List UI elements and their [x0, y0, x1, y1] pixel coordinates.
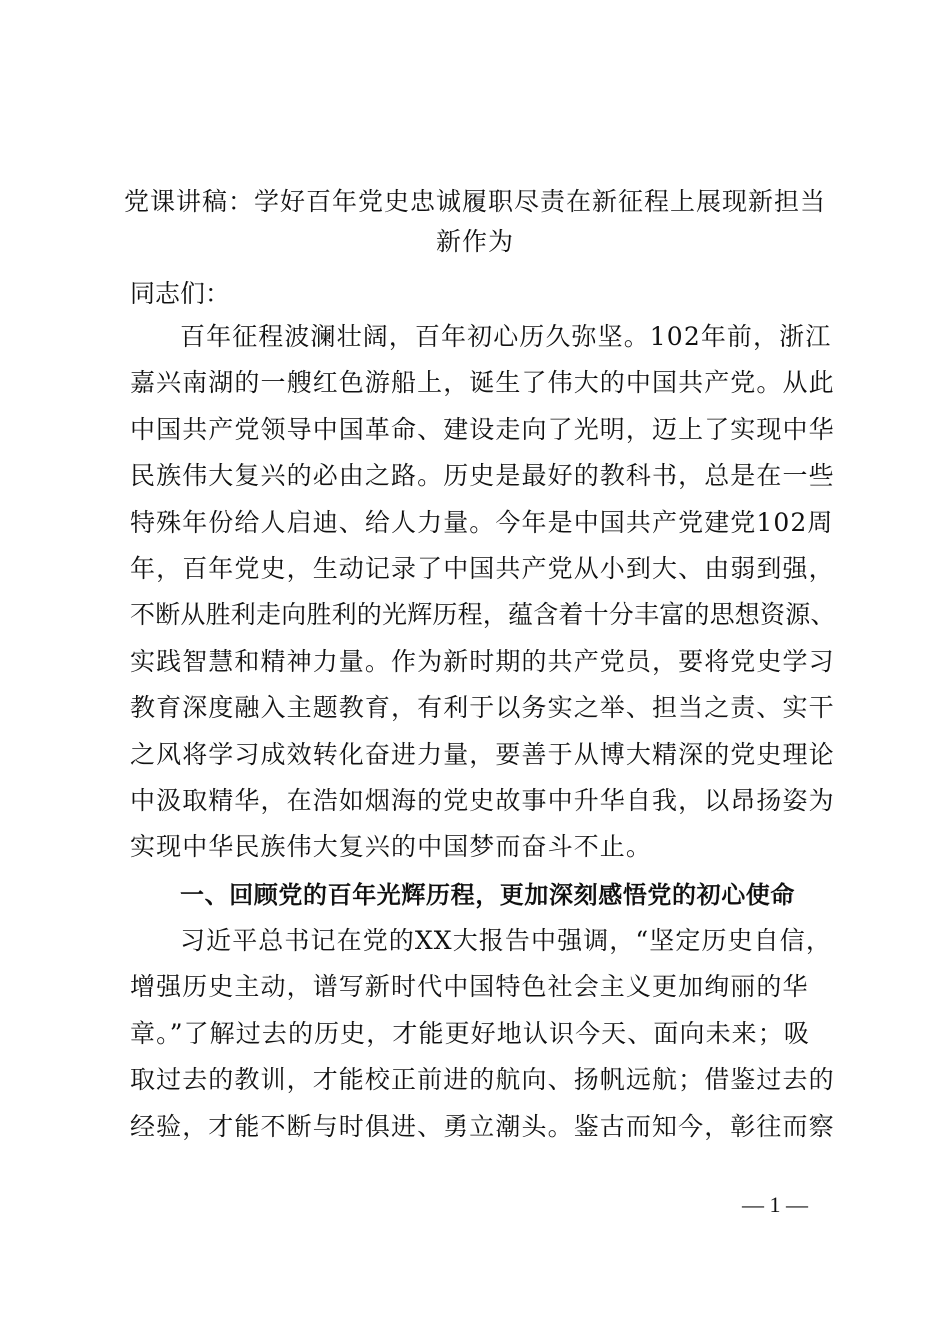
paragraph-intro	[130, 314, 840, 871]
salutation: 同志们：	[130, 279, 231, 308]
page-number: — 1 —	[742, 1192, 808, 1217]
paragraph-line: 实现中华民族伟大复兴的中国梦而奋斗不止。	[130, 832, 653, 862]
paragraph-line: 嘉兴南湖的一艘红色游船上，诞生了伟大的中国共产党。从此	[130, 368, 835, 398]
paragraph-line: 特殊年份给人启迪、给人力量。今年是中国共产党建党102周	[130, 507, 834, 537]
paragraph-line: 民族伟大复兴的必由之路。历史是最好的教科书，总是在一些	[130, 461, 835, 491]
title-line-2: 新作为	[435, 227, 514, 256]
document-title	[110, 182, 840, 262]
paragraph-line: 中国共产党领导中国革命、建设走向了光明，迈上了实现中华	[130, 414, 835, 444]
paragraph-line: 习近平总书记在党的XX大报告中强调，“坚定历史自信，	[180, 926, 832, 955]
paragraph-line: 教育深度融入主题教育，有利于以务实之举、担当之责、实干	[130, 693, 835, 723]
paragraph-line: 经验，才能不断与时俱进、勇立潮头。鉴古而知今，彰往而察	[130, 1111, 835, 1141]
paragraph-line: 章。”了解过去的历史，才能更好地认识今天、面向未来；吸	[130, 1018, 810, 1048]
paragraph-line: 不断从胜利走向胜利的光辉历程，蕴含着十分丰富的思想资源、	[130, 600, 836, 630]
section-heading-1: 一、回顾党的百年光辉历程，更加深刻感悟党的初心使命	[180, 881, 795, 909]
paragraph-line: 取过去的教训，才能校正前进的航向、扬帆远航；借鉴过去的	[130, 1065, 835, 1095]
paragraph-section-1	[130, 918, 840, 1150]
title-line-1: 党课讲稿：学好百年党史忠诚履职尽责在新征程上展现新担当	[123, 187, 826, 216]
paragraph-line: 年，百年党史，生动记录了中国共产党从小到大、由弱到强，	[130, 554, 835, 584]
paragraph-line: 增强历史主动，谱写新时代中国特色社会主义更加绚丽的华	[130, 972, 809, 1002]
paragraph-line: 之风将学习成效转化奋进力量，要善于从博大精深的党史理论	[130, 739, 835, 769]
paragraph-line: 中汲取精华，在浩如烟海的党史故事中升华自我，以昂扬姿为	[130, 786, 835, 816]
paragraph-line: 实践智慧和精神力量。作为新时期的共产党员，要将党史学习	[130, 646, 835, 676]
paragraph-line: 百年征程波澜壮阔，百年初心历久弥坚。102年前，浙江	[180, 322, 832, 351]
